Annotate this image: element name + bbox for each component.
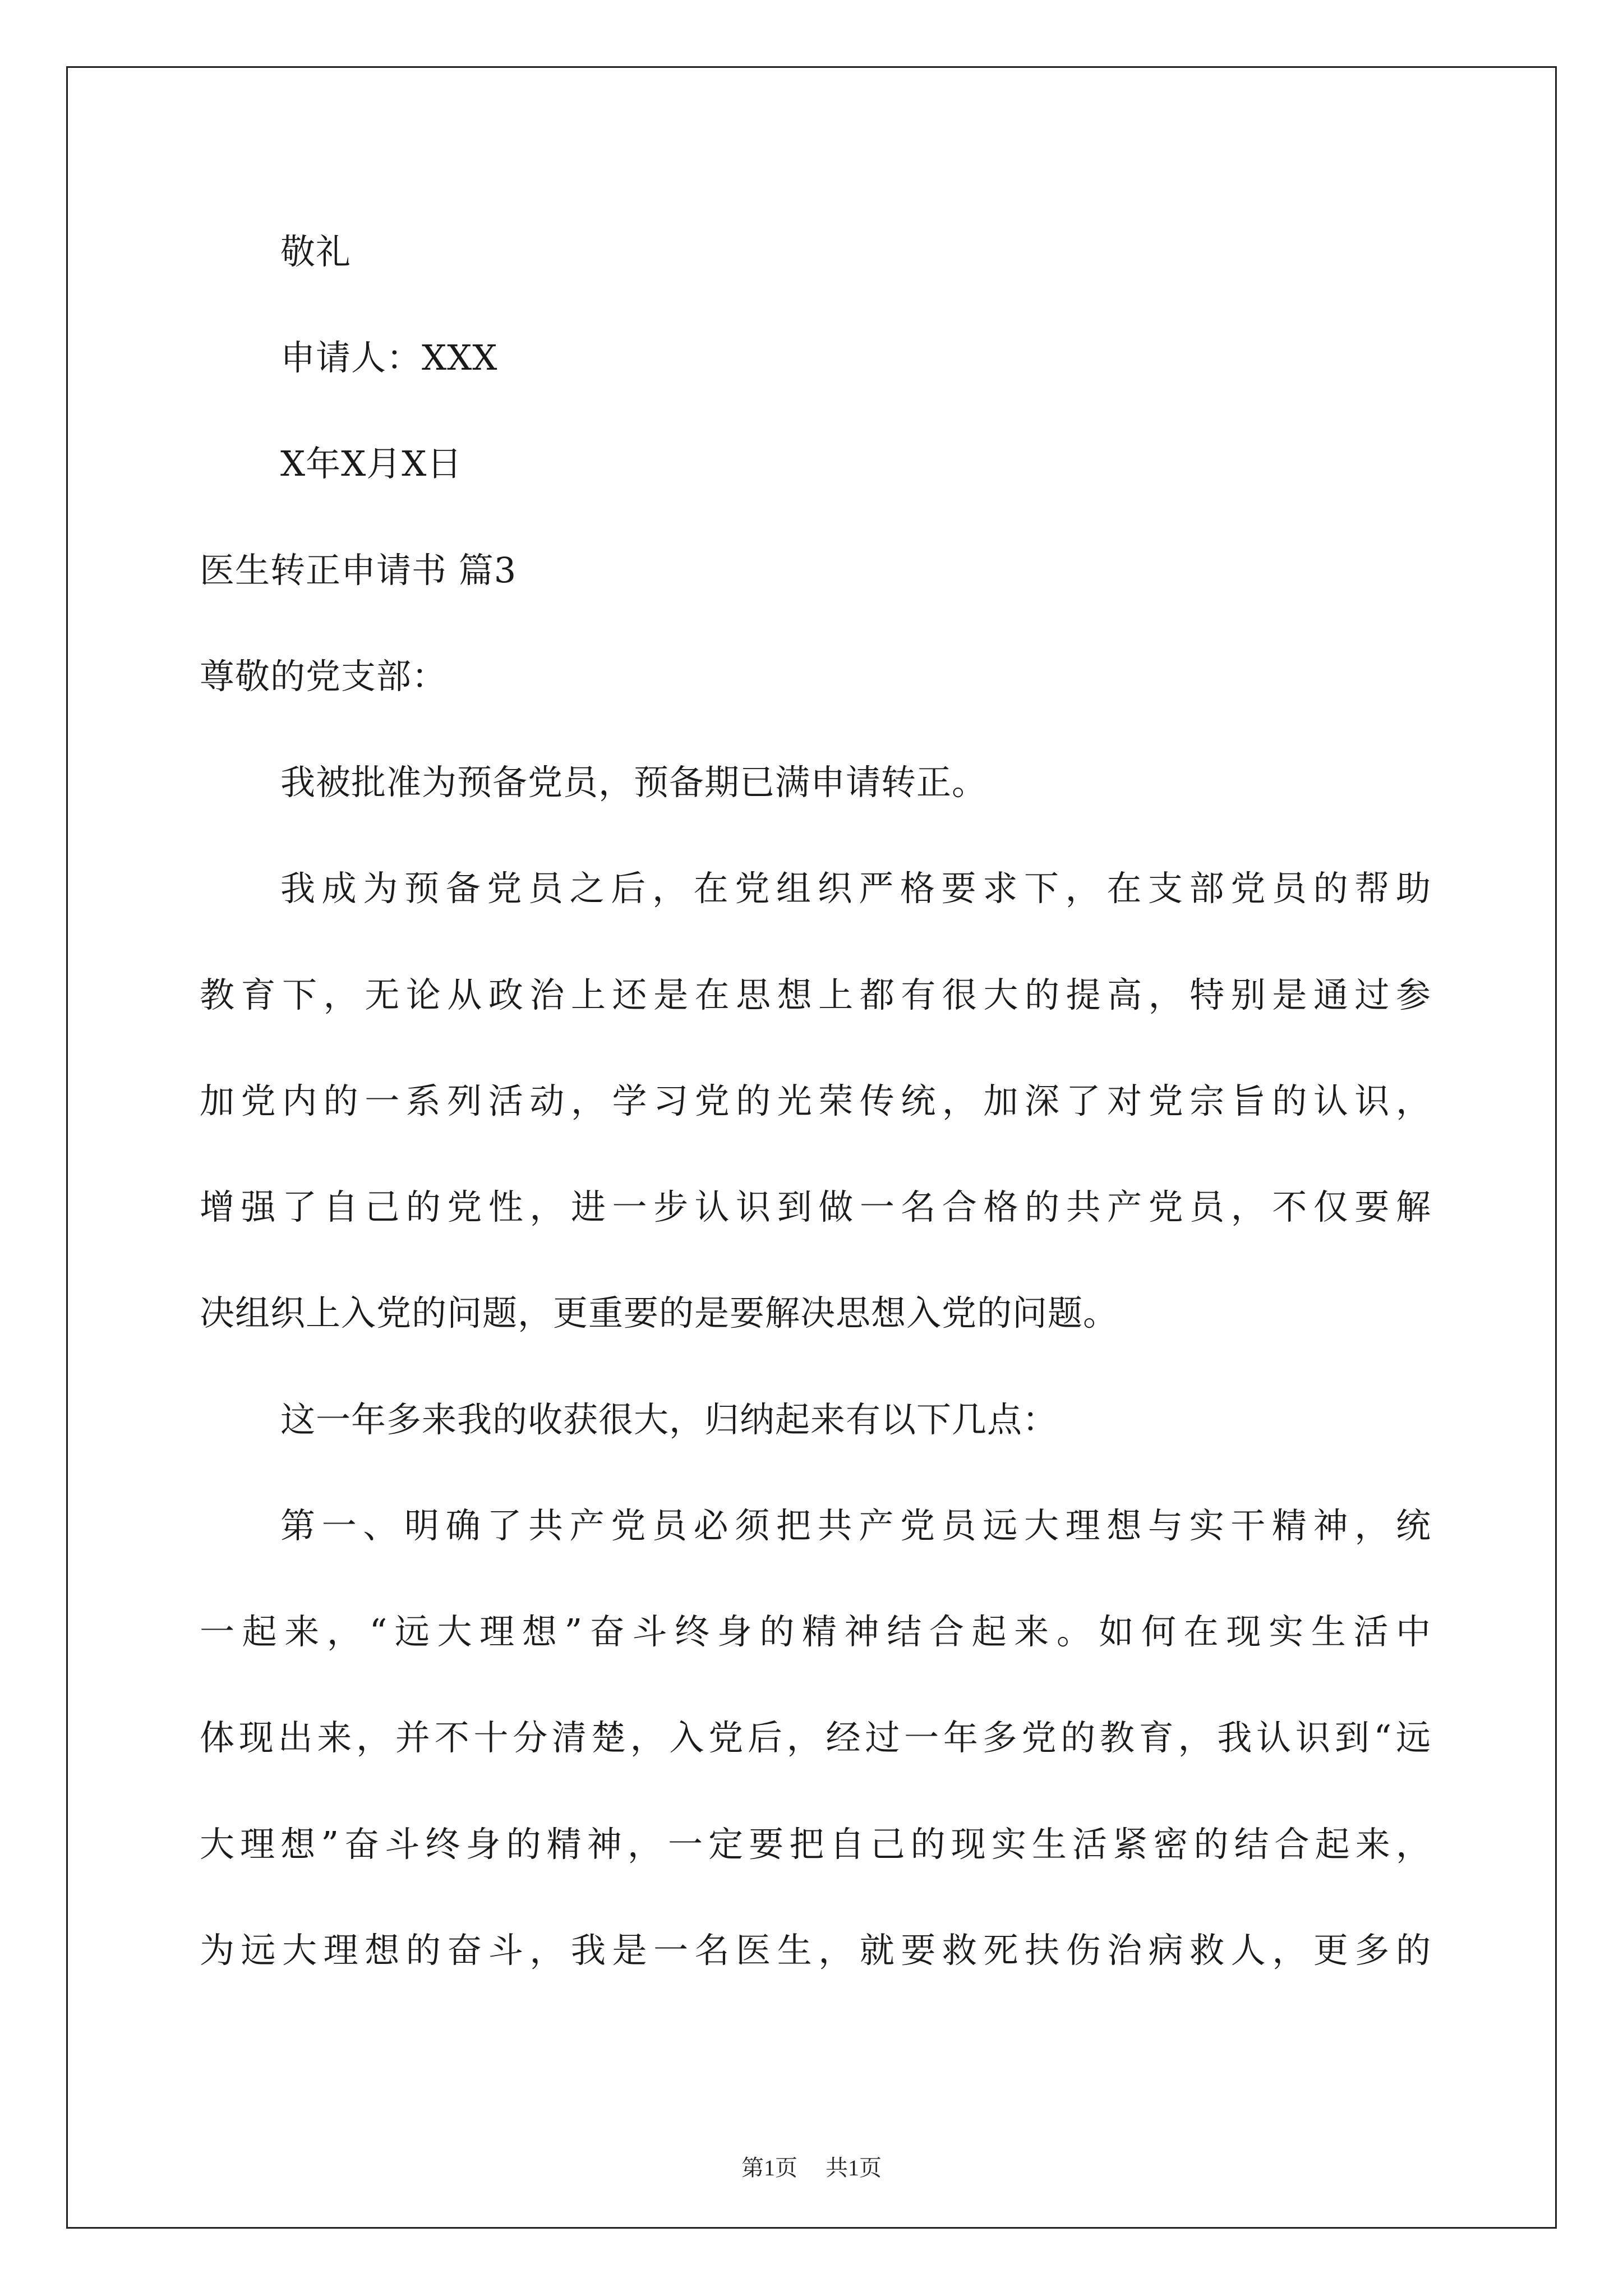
paragraph-line: 教育下，无论从政治上还是在思想上都有很大的提高，特别是通过参 xyxy=(200,974,1431,1015)
paragraph-line: 体现出来，并不十分清楚，入党后，经过一年多党的教育，我认识到“远 xyxy=(200,1717,1431,1758)
paragraph-line: 我被批准为预备党员，预备期已满申请转正。 xyxy=(280,762,988,803)
paragraph-line: 我成为预备党员之后，在党组织严格要求下，在支部党员的帮助 xyxy=(280,868,1431,909)
paragraph-line: 一起来，“远大理想”奋斗终身的精神结合起来。如何在现实生活中 xyxy=(200,1611,1431,1652)
page-border xyxy=(66,66,1557,2229)
closing-salutation: 敬礼 xyxy=(280,231,352,272)
page-footer xyxy=(0,2154,1623,2182)
paragraph-line: 为远大理想的奋斗，我是一名医生，就要救死扶伤治病救人，更多的 xyxy=(200,1930,1431,1971)
paragraph-line: 大理想”奋斗终身的精神，一定要把自己的现实生活紧密的结合起来， xyxy=(200,1824,1431,1865)
section-heading: 医生转正申请书 篇3 xyxy=(200,550,517,591)
greeting-line: 尊敬的党支部： xyxy=(200,656,448,697)
date-line: X年X月X日 xyxy=(280,443,463,484)
page-number: 第1页 xyxy=(741,2155,797,2180)
paragraph-line: 第一、明确了共产党员必须把共产党员远大理想与实干精神，统 xyxy=(280,1505,1431,1546)
paragraph-line: 增强了自己的党性，进一步认识到做一名合格的共产党员，不仅要解 xyxy=(200,1186,1431,1227)
paragraph-line: 决组织上入党的问题，更重要的是要解决思想入党的问题。 xyxy=(200,1292,1119,1333)
paragraph-line: 这一年多来我的收获很大，归纳起来有以下几点： xyxy=(280,1399,1058,1440)
page-total: 共1页 xyxy=(826,2155,882,2180)
applicant-line: 申请人：XXX xyxy=(280,337,498,378)
paragraph-line: 加党内的一系列活动，学习党的光荣传统，加深了对党宗旨的认识， xyxy=(200,1080,1431,1121)
